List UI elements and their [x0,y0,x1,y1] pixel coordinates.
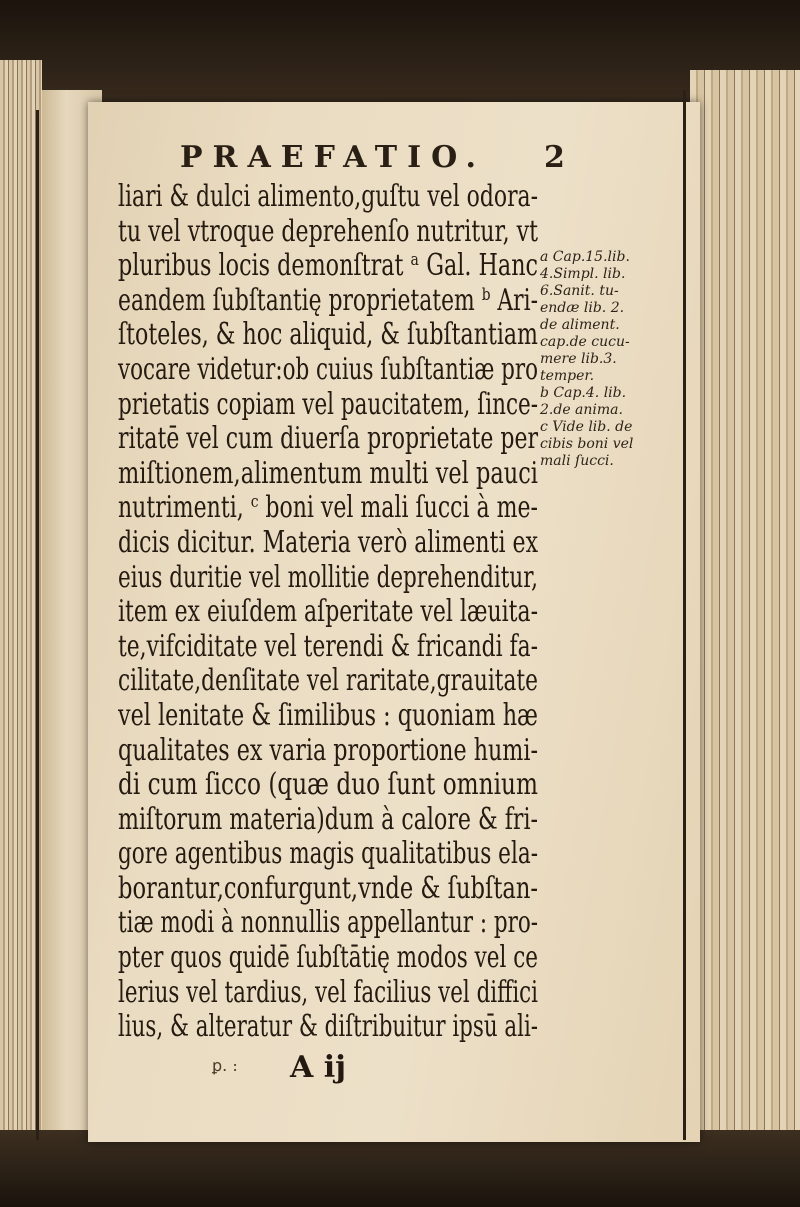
text-line: miſtorum materia)dum à calore & fri- [118,801,538,837]
text-line: te,vifciditate vel terendi & fricandi fa- [118,628,538,664]
background-top [0,0,800,110]
text-line: prietatis copiam vel paucitatem, ſince- [118,386,538,422]
margin-note: cap.de cucu- [540,334,630,350]
margin-note: 6.Sanit. tu- [540,283,619,299]
text-line: vel lenitate & ſimilibus : quoniam hæ [118,697,538,733]
text-line: pluribus locis demonſtrat ᵃ Gal. Hanc [118,248,538,284]
margin-note: a Cap.15.lib. [540,249,630,265]
text-line: tiæ modi à nonnullis appellantur : pro- [118,905,538,941]
text-line: miſtionem,alimentum multi vel pauci [118,455,538,491]
text-line: gore agentibus magis qualitatibus ela- [118,836,538,872]
binding-rule-left [36,110,39,1140]
text-line: tu vel vtroque deprehenſo nutritur, vt [118,213,538,249]
text-line: eandem ſubſtantię proprietatem ᵇ Ari- [118,282,538,318]
running-head: PRAEFATIO. [180,140,486,175]
page-edges-right [690,70,800,1150]
catchword: ꝑ. : [212,1056,238,1075]
margin-note: 2.de anima. [540,402,623,418]
text-line: nutrimenti, ᶜ boni vel mali ſucci à me- [118,490,538,526]
margin-note: b Cap.4. lib. [540,385,627,401]
margin-note: cibis boni vel [540,436,634,452]
margin-note: temper. [540,368,595,384]
text-line: item ex eiuſdem aſperitate vel læuita- [118,594,538,630]
text-line: borantur,confurgunt,vnde & ſubſtan- [118,870,538,906]
text-line: vocare videtur:ob cuius ſubſtantiæ pro [118,351,538,387]
margin-note: mere lib.3. [540,351,617,367]
signature-mark: A ij [290,1050,346,1085]
text-line: cilitate,denſitate vel raritate,grauitate [118,663,538,699]
margin-note: de aliment. [540,317,620,333]
text-line: dicis dicitur. Materia verò alimenti ex [118,524,538,560]
text-line: lius, & alteratur & diſtribuitur ipsū ali- [118,1009,538,1045]
margin-note: mali ſucci. [540,453,614,469]
text-line: lerius vel tardius, vel facilius vel diffici [118,974,538,1010]
text-line: qualitates ex varia proportione humi- [118,732,538,768]
text-line: eius duritie vel mollitie deprehenditur, [118,559,538,595]
text-line: pter quos quidē ſubſtātię modos vel ce [118,940,538,976]
margin-note: endæ lib. 2. [540,300,625,316]
text-line: ritatē vel cum diuerſa proprietate per [118,421,538,457]
margin-note: c Vide lib. de [540,419,633,435]
text-line: ſtoteles, & hoc aliquid, & ſubſtantiam [118,317,538,353]
margin-note: 4.Simpl. lib. [540,266,626,282]
text-line: di cum ſicco (quæ duo ſunt omnium [118,767,538,803]
text-line: liari & dulci alimento,guſtu vel odora- [118,179,538,214]
folio-number: 2 [544,140,565,175]
